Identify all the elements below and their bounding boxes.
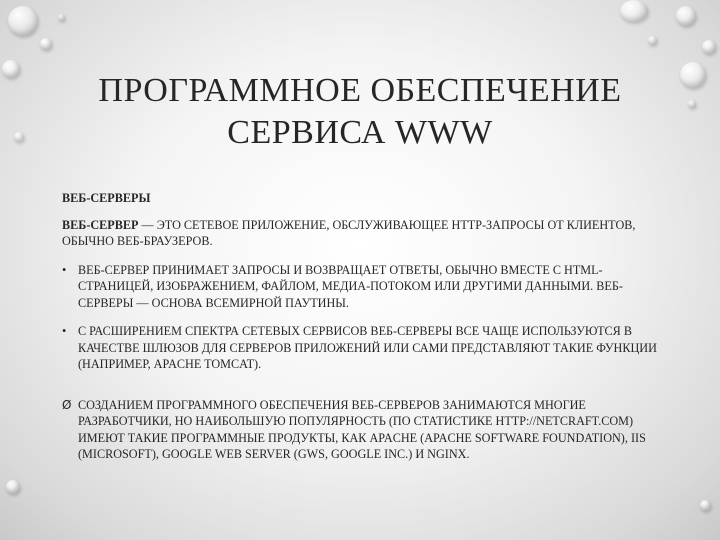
- bullet-text: С РАСШИРЕНИЕМ СПЕКТРА СЕТЕВЫХ СЕРВИСОВ ВЕБ-СЕРВЕРЫ ВСЕ ЧАЩЕ ИСПОЛЬЗУЮТСЯ В КАЧЕСТВЕ ШЛЮЗОВ ДЛЯ СЕРВЕРОВ ПРИЛОЖЕНИЙ ИЛИ САМИ ПРЕДСТАВЛЯЮТ ТАКИЕ ФУНКЦИИ (НАПРИМЕР, APACHE TOMCAT).: [78, 324, 657, 371]
- bullet-text: ВЕБ-СЕРВЕР ПРИНИМАЕТ ЗАПРОСЫ И ВОЗВРАЩАЕТ ОТВЕТЫ, ОБЫЧНО ВМЕСТЕ С HTML-СТРАНИЦЕЙ, ИЗОБРАЖЕНИЕМ, ФАЙЛОМ, МЕДИА-ПОТОКОМ ИЛИ ДРУГИМИ ДАННЫМИ. ВЕБ-СЕРВЕРЫ — ОСНОВА ВСЕМИРНОЙ ПАУТИНЫ.: [78, 262, 623, 310]
- arrow-bullet-text: СОЗДАНИЕМ ПРОГРАММНОГО ОБЕСПЕЧЕНИЯ ВЕБ-СЕРВЕРОВ ЗАНИМАЮТСЯ МНОГИЕ РАЗРАБОТЧИКИ, НО НАИБОЛЬШУЮ ПОПУЛЯРНОСТЬ (ПО СТАТИСТИКЕ HTTP://NETCRAFT.COM) ИМЕЮТ ТАКИЕ ПРОГРАММНЫЕ ПРОДУКТЫ, КАК APACHE (APACHE SOFTWARE FOUNDATION), IIS (MICROSOFT), GOOGLE WEB SERVER (GWS, GOOGLE INC.) И NGINX.: [78, 397, 646, 461]
- bullet-item: [62, 262, 662, 312]
- bullet-icon: •: [62, 324, 67, 338]
- bullet-icon: •: [62, 262, 67, 277]
- definition-term: ВЕБ-СЕРВЕР: [62, 217, 139, 232]
- section-heading: ВЕБ-СЕРВЕРЫ: [62, 191, 151, 205]
- definition-text: — ЭТО СЕТЕВОЕ ПРИЛОЖЕНИЕ, ОБСЛУЖИВАЮЩЕЕ HTTP-ЗАПРОСЫ ОТ КЛИЕНТОВ, ОБЫЧНО ВЕБ-БРАУЗЕРОВ.: [62, 217, 636, 248]
- definition-paragraph: [62, 217, 662, 250]
- slide-title-line-2: СЕРВИСА WWW: [227, 114, 493, 151]
- arrow-bullet-icon: Ø: [62, 397, 72, 412]
- slide-title: [40, 70, 680, 154]
- arrow-bullet-item: [62, 397, 662, 463]
- bullet-item: [62, 323, 662, 373]
- slide-title-line-1: ПРОГРАММНОЕ ОБЕСПЕЧЕНИЕ: [98, 72, 622, 109]
- slide-body: [62, 190, 662, 463]
